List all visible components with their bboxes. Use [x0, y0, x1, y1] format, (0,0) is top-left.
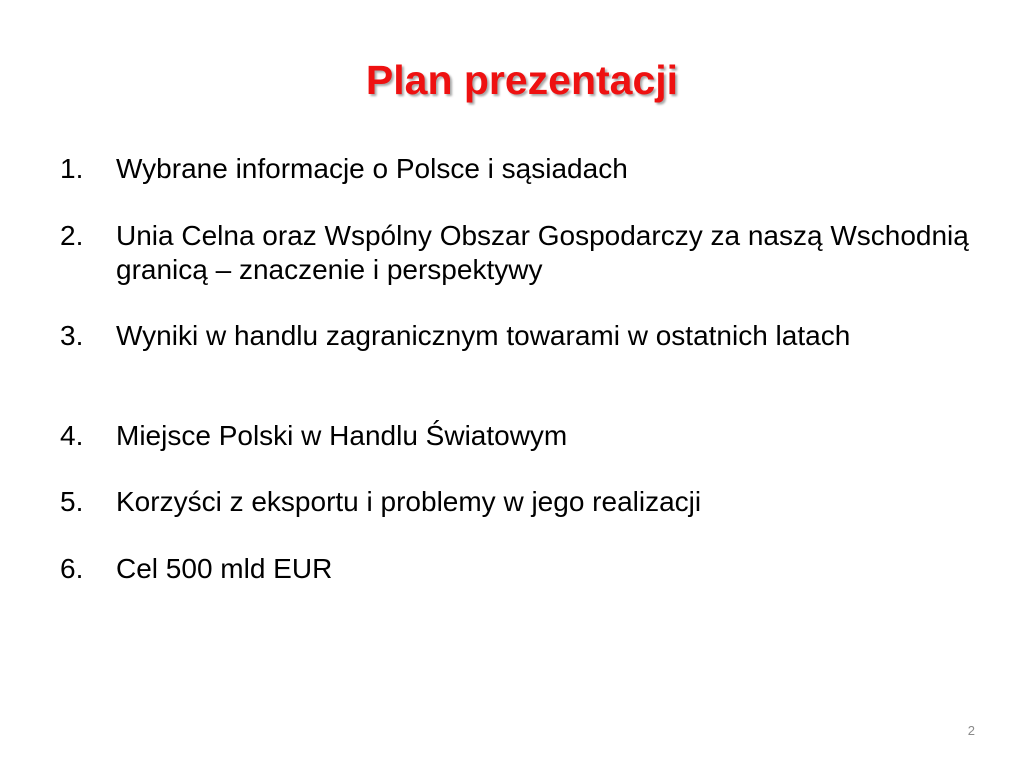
list-item-number: 2. — [60, 220, 84, 251]
list-item-text: Unia Celna oraz Wspólny Obszar Gospodarczy za naszą Wschodnią granicą – znaczenie i perspektywy — [116, 220, 969, 285]
list-item-number: 5. — [60, 486, 84, 517]
list-item-number: 3. — [60, 320, 84, 351]
list-item-number: 1. — [60, 153, 84, 184]
list-item-text: Wyniki w handlu zagranicznym towarami w ostatnich latach — [116, 320, 851, 351]
list-item-text: Korzyści z eksportu i problemy w jego realizacji — [116, 486, 702, 517]
list-item-text: Miejsce Polski w Handlu Światowym — [116, 420, 568, 451]
list-item-text: Wybrane informacje o Polsce i sąsiadach — [116, 153, 628, 184]
list-item-text: Cel 500 mld EUR — [116, 553, 333, 584]
slide-title: Plan prezentacji — [365, 57, 679, 103]
list-item-number: 6. — [60, 553, 84, 584]
page-number: 2 — [967, 723, 975, 738]
list-item-number: 4. — [60, 420, 84, 451]
